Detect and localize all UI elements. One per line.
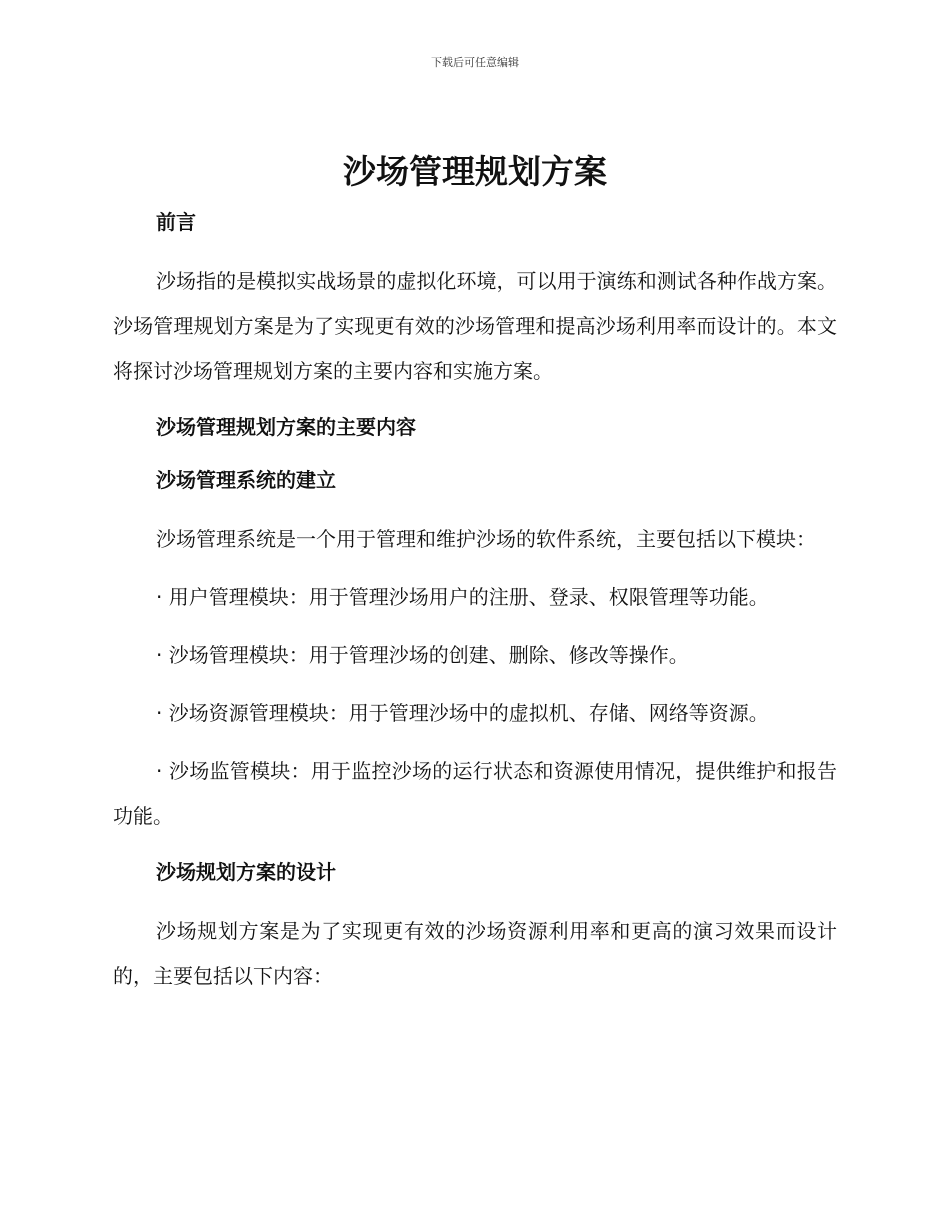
preface-heading: 前言 <box>156 210 196 234</box>
module-item-resource: · 沙场资源管理模块：用于管理沙场中的虚拟机、存储、网络等资源。 <box>156 701 769 725</box>
design-paragraph: 沙场规划方案是为了实现更有效的沙场资源利用率和更高的演习效果而设计的，主要包括以下内容： <box>113 919 837 988</box>
preface-paragraph: 沙场指的是模拟实战场景的虚拟化环境，可以用于演练和测试各种作战方案。沙场管理规划方案是为了实现更有效的沙场管理和提高沙场利用率而设计的。本文将探讨沙场管理规划方案的主要内容和实施方案。 <box>113 269 837 383</box>
module-item-field: · 沙场管理模块：用于管理沙场的创建、删除、修改等操作。 <box>156 643 689 667</box>
document-body <box>113 202 837 999</box>
header-note: 下载后可任意编辑 <box>431 56 519 69</box>
module-item-user: · 用户管理模块：用于管理沙场用户的注册、登录、权限管理等功能。 <box>156 585 769 609</box>
module-item-monitor: · 沙场监管模块：用于监控沙场的运行状态和资源使用情况，提供维护和报告功能。 <box>113 759 837 828</box>
document-title: 沙场管理规划方案 <box>343 152 607 191</box>
main-content-heading: 沙场管理规划方案的主要内容 <box>156 415 416 439</box>
system-heading: 沙场管理系统的建立 <box>156 468 336 492</box>
design-heading: 沙场规划方案的设计 <box>156 860 336 884</box>
system-paragraph: 沙场管理系统是一个用于管理和维护沙场的软件系统，主要包括以下模块： <box>156 527 816 551</box>
